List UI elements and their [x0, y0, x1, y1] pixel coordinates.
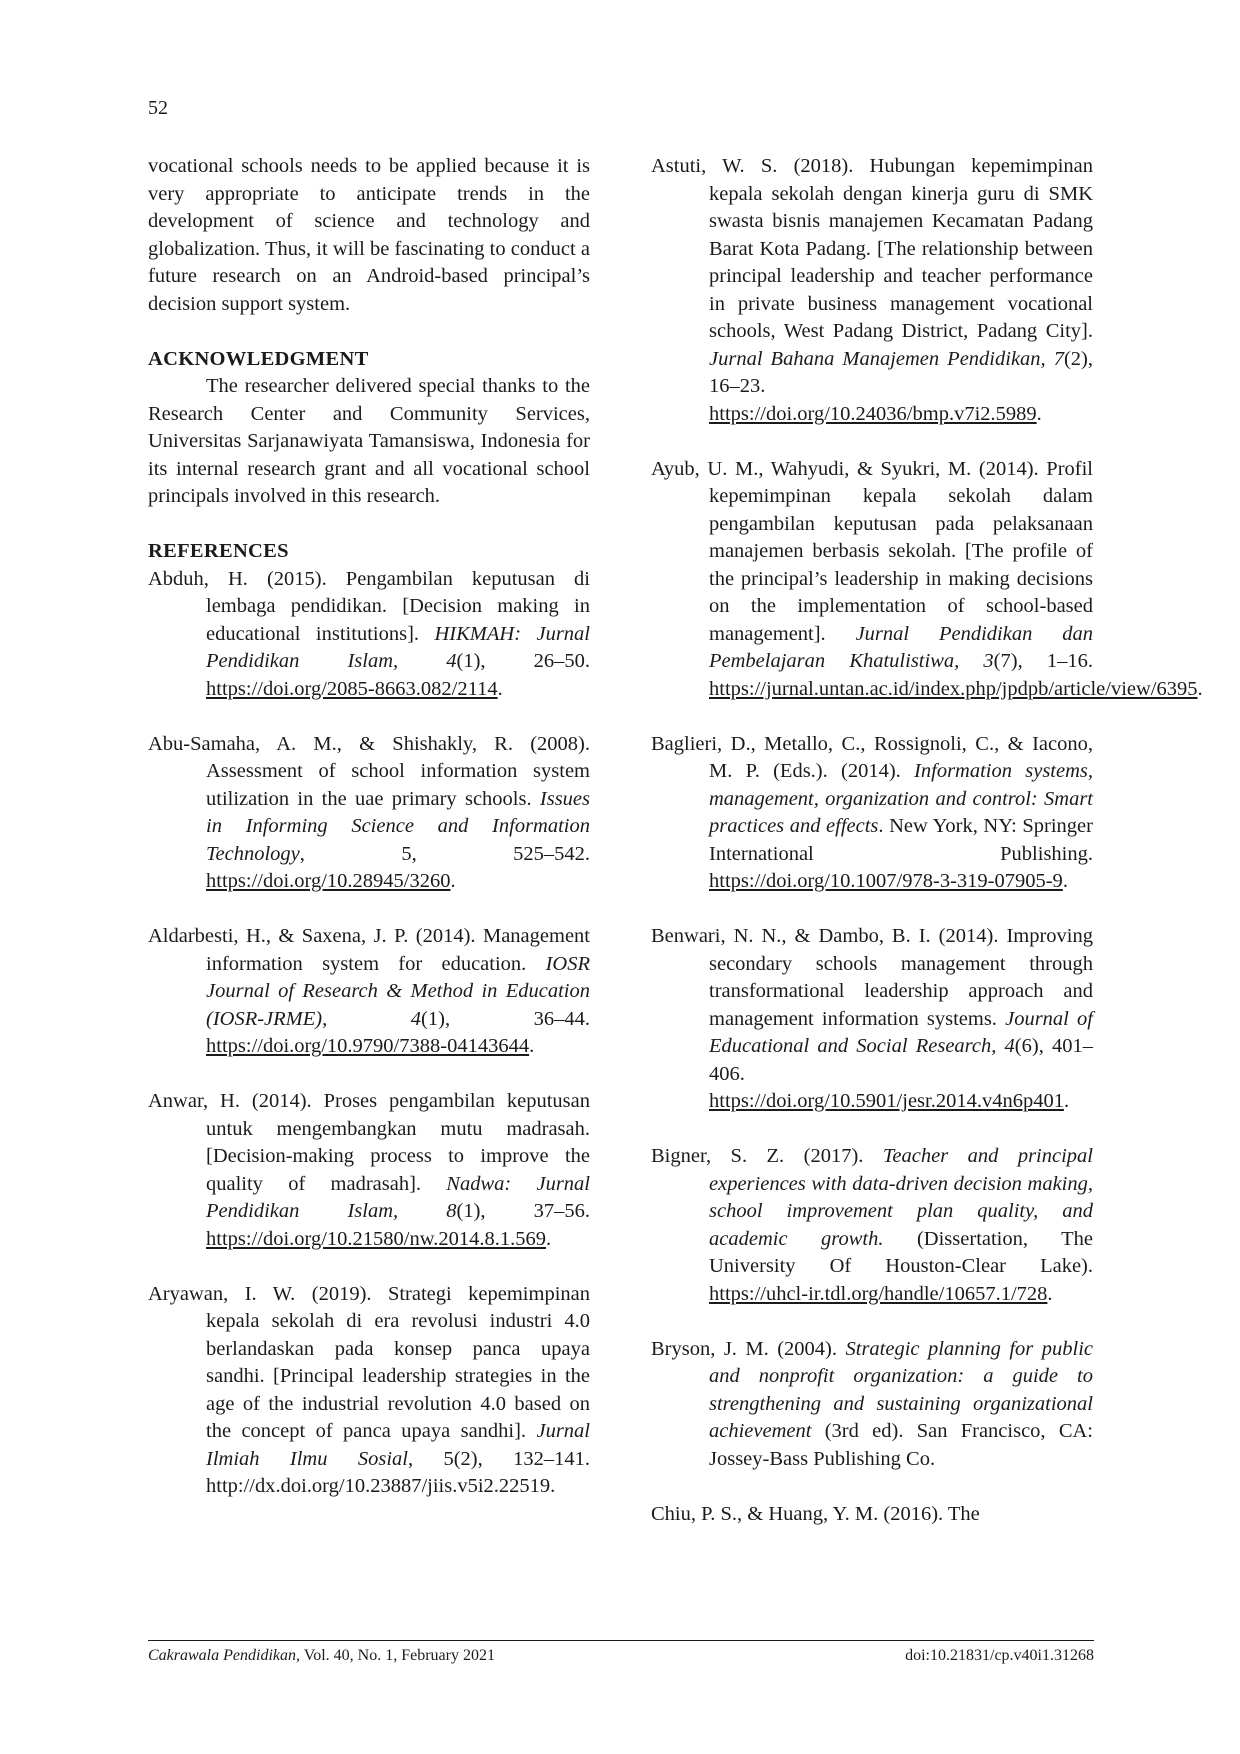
reference-entry — [148, 923, 590, 1061]
reference-details: , 5(2), 132–141. http://dx.doi.org/10.23887/jiis.v5i2.22519. — [206, 1447, 590, 1497]
reference-text: Bryson, J. M. (2004). — [651, 1337, 846, 1360]
reference-entry — [651, 731, 1093, 896]
reference-details: (1), 26–50. — [456, 650, 591, 672]
left-column — [148, 153, 590, 1501]
reference-journal: Jurnal Ilmiah Ilmu Sosial — [206, 1420, 590, 1470]
reference-text: Abu-Samaha, A. M., & Shishakly, R. (2008). Assessment of school information system utilization in the uae primary schools. — [148, 732, 590, 810]
reference-journal: HIKMAH: Jurnal Pendidikan Islam, 4 — [206, 622, 590, 672]
reference-entry — [651, 923, 1093, 1116]
reference-journal: Issues in Informing Science and Information Technology — [206, 787, 590, 865]
reference-entry — [148, 731, 590, 896]
reference-text: Bigner, S. Z. (2017). — [651, 1145, 883, 1167]
reference-text: Benwari, N. N., & Dambo, B. I. (2014). Improving secondary schools management through transformational leadership approach and management information systems. — [651, 925, 1093, 1030]
reference-details: , 5, 525–542. — [299, 842, 590, 865]
reference-text: Anwar, H. (2014). Proses pengambilan keputusan untuk mengembangkan mutu madrasah. [Decision-making process to improve the quality of madrasah]. — [148, 1090, 590, 1195]
footer-doi: doi:10.21831/cp.v40i1.31268 — [905, 1647, 1094, 1664]
reference-details: (3rd ed). San Francisco, CA: Jossey-Bass Publishing Co. — [709, 1420, 1093, 1470]
reference-entry — [148, 566, 590, 704]
reference-link[interactable]: https://doi.org/2085-8663.082/2114 — [206, 677, 498, 700]
reference-details: (1), 37–56. — [456, 1200, 591, 1222]
reference-text: Ayub, U. M., Wahyudi, & Syukri, M. (2014). Profil kepemimpinan kepala sekolah dalam pengambilan keputusan pada pelaksanaan manajemen berbasis sekolah. [The profile of the principal’s leadership in making decisions on the implementation of school-based management]. — [651, 457, 1093, 645]
reference-text: Astuti, W. S. (2018). Hubungan kepemimpinan kepala sekolah dengan kinerja guru di SMK swasta bisnis manajemen Kecamatan Padang Barat Kota Padang. [The relationship between principal leadership and teacher performance in private business management vocational schools, West Padang District, Padang City]. — [651, 155, 1093, 342]
reference-end: . — [497, 677, 503, 700]
reference-journal: Nadwa: Jurnal Pendidikan Islam, 8 — [206, 1172, 591, 1222]
reference-details: (Dissertation, The University Of Houston-Clear Lake). — [709, 1227, 1093, 1277]
reference-end: . — [1047, 1282, 1053, 1305]
reference-entry — [148, 1088, 590, 1253]
footer-issue: Vol. 40, No. 1, February 2021 — [299, 1647, 495, 1664]
reference-end: . — [450, 870, 456, 892]
reference-link[interactable]: https://uhcl-ir.tdl.org/handle/10657.1/728 — [709, 1282, 1048, 1305]
reference-end: . — [529, 1035, 535, 1057]
reference-text: Aldarbesti, H., & Saxena, J. P. (2014). Management information system for education. — [148, 925, 590, 975]
reference-link[interactable]: https://doi.org/10.9790/7388-04143644 — [206, 1035, 530, 1057]
reference-journal: Strategic planning for public and nonprofit organization: a guide to strengthening and sustaining organizational achievement — [709, 1337, 1093, 1442]
reference-link[interactable]: https://doi.org/10.28945/3260 — [206, 870, 451, 892]
reference-link[interactable]: https://doi.org/10.1007/978-3-319-07905-9 — [709, 870, 1063, 892]
acknowledgment-heading: ACKNOWLEDGMENT — [148, 347, 369, 370]
acknowledgment-paragraph: The researcher delivered special thanks to the Research Center and Community Services, Universitas Sarjanawiyata Tamansiswa, Indonesia for its internal research grant and all vocational school principals involved in this research. — [148, 375, 590, 507]
reference-journal: Information systems, management, organization and control: Smart practices and effects — [709, 760, 1093, 837]
reference-end: . — [1063, 1090, 1070, 1112]
intro-paragraph: vocational schools needs to be applied because it is very appropriate to anticipate trends in the development of science and technology and globalization. Thus, it will be fascinating to conduct a future research on an Android-based principal’s decision support system. — [148, 155, 590, 315]
right-column — [651, 153, 1203, 1528]
reference-end: . — [545, 1227, 552, 1250]
reference-text: Abduh, H. (2015). Pengambilan keputusan di lembaga pendidikan. [Decision making in educational institutions]. — [148, 567, 590, 645]
reference-journal: Jurnal Bahana Manajemen Pendidikan, 7 — [709, 347, 1064, 370]
reference-entry — [651, 456, 1203, 704]
reference-entry — [148, 1281, 590, 1501]
reference-details: (2), 16–23. — [709, 347, 1093, 397]
reference-link[interactable]: https://jurnal.untan.ac.id/index.php/jpdpb/article/view/6395 — [709, 677, 1198, 700]
reference-details: (1), 36–44. — [421, 1007, 591, 1030]
reference-text: Baglieri, D., Metallo, C., Rossignoli, C., & Iacono, M. P. (Eds.). (2014). — [651, 732, 1093, 782]
reference-journal: Teacher and principal experiences with data-driven decision making, school improvement plan quality, and academic growth. — [709, 1145, 1093, 1250]
reference-link[interactable]: https://doi.org/10.5901/jesr.2014.v4n6p401 — [709, 1090, 1064, 1112]
reference-entry — [651, 1501, 1093, 1529]
reference-text: Aryawan, I. W. (2019). Strategi kepemimpinan kepala sekolah di era revolusi industri 4.0 berlandaskan pada konsep panca upaya sandhi. [Principal leadership strategies in the age of the industrial revolution 4.0 based on the concept of panca upaya sandhi]. — [148, 1282, 590, 1442]
reference-link[interactable]: https://doi.org/10.24036/bmp.v7i2.5989 — [709, 402, 1037, 425]
reference-details: . New York, NY: Springer International Publishing. — [709, 815, 1093, 865]
footer-divider — [148, 1640, 1094, 1641]
reference-end: . — [1197, 677, 1203, 700]
references-heading: REFERENCES — [148, 540, 289, 562]
reference-entry — [651, 153, 1093, 428]
reference-journal: Journal of Educational and Social Research, 4 — [709, 1007, 1093, 1057]
reference-entry — [651, 1143, 1093, 1308]
page-number: 52 — [148, 97, 168, 119]
reference-link[interactable]: https://doi.org/10.21580/nw.2014.8.1.569 — [206, 1227, 546, 1250]
reference-end: . — [1062, 870, 1068, 892]
reference-details: (7), 1–16. — [993, 650, 1093, 672]
reference-details: (6), 401–406. — [709, 1035, 1094, 1085]
reference-entry — [651, 1336, 1093, 1474]
reference-journal: Jurnal Pendidikan dan Pembelajaran Khatulistiwa, 3 — [709, 622, 1093, 672]
footer-journal-info — [148, 1646, 495, 1666]
footer-journal-name: Cakrawala Pendidikan, — [148, 1647, 300, 1664]
reference-end: . — [1036, 402, 1042, 425]
reference-journal: IOSR Journal of Research & Method in Education (IOSR-JRME), 4 — [206, 952, 590, 1030]
reference-text: Chiu, P. S., & Huang, Y. M. (2016). The — [651, 1502, 980, 1525]
